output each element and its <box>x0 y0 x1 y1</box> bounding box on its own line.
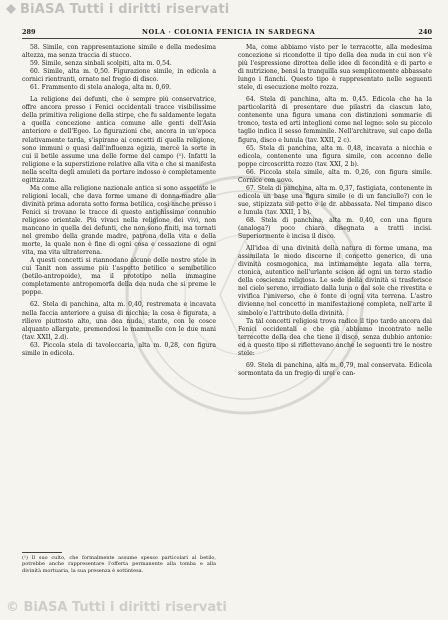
paragraph: 63. Piccola stela di tavoleccaria, alta m. 0,28, con figura simile in edicola. <box>22 341 216 357</box>
paragraph: 66. Piccola stela simile, alta m. 0,26, con figura simile. Cornice con uovo. <box>238 168 432 184</box>
footnote-rule <box>22 552 62 553</box>
page-number-right: 240 <box>418 28 432 36</box>
paragraph: 67. Stela di panchina, alta m. 0,37, fastigiata, contenente in edicola un base una figura simile (e di un fanciullo?) con le sue, stipizzata sul petto e le dr. abbassata. Nel timpano disco e lunula (tav. XXII, 1 b). <box>238 184 432 216</box>
footnote: (¹) Il suo culto, che formalmente assume spesso particolari al betilo, potrebbe anche rappresentare l'offerta permanente alla tomba e alla divinità mortuaria, la sua presenza è sottintesa. <box>22 555 216 574</box>
paragraph: Ta tal concetti religiosi trova radice il tipo tardo ancora dai Fenici occidentali e che già abbiamo incontrato nelle terrecotte della dea che tiene il disco, senza dubbio antonio: ed a questo tipo si riflettevano anche le seguenti tre le nostre stele: <box>238 317 432 357</box>
watermark-top-text: BiASA Tutti i diritti riservati <box>20 2 230 17</box>
paragraph: 58. Simile, con rappresentazione simile e della medesima altezza, ma senza traccia di stucco. <box>22 44 216 60</box>
paragraph: 59. Simile, senza sinbali scolpiti, alta m. 0,54. <box>30 60 172 68</box>
paragraph: 64. Stela di panchina, alta m. 0,45. Edicola che ha la particolarità di presentare due pilastri da ciascun lato, contenente una figura umana con distinzioni sommarie di tronco, testa ed arti integlioni come nel legno: solo su piccolo taglio indica il sesso femminile. Nell'architrave, sul capo della figura, disco e lunula (tav. XXII, 2 c). <box>238 96 432 144</box>
paragraph: Ma, come abbiamo visto per le terracotte, alla medesima concezione si ricondotte il tipo della dea nuda in cui non v'è più l'espressione dirottea delle idee di fecondità e di parto e di nutrizione, bensì la tranquilla sua semplicemente abbassate lungo i fianchi. Questo tipo è rappresentato nelle seguenti stele, di esecuzione molto rozza. <box>238 44 432 92</box>
paragraph: 62. Stela di panchina, alta m. 0,40, restremata e incavata nella faccia anteriore a guisa di nicchia; la cosa è figurata, a rilievo piuttosto alto, una dea nuda, stante, con le cosce alquanto allargate, premendosi le mammelle con le due mani (tav. XXII, 2.d). <box>22 301 216 341</box>
paragraph: La religione dei defunti, che è sempre più conservatrice, offre ancora presso i Fenici occidentali tracce visibilissime della primitiva religione della stirpe, che fu saldamente legata a quella concezione antica comune alle genti dell'Asia anteriore e dell'Egeo. Lo figurazioni che, ancora in un'epoca relativamente tarda, s'ispirano ai concetti di quella religione, sono immuni o quasi dall'influenza egizia, mercè la sorte in cui il betile assume una delle forme del campo (¹). Infatti la religione e la superstizione relative alla vita e che si manifesta nella scelta degli amuleti da portare indosso è completamente egittizzata. <box>22 96 216 184</box>
running-title: NOLA · COLONIA FENICIA IN SARDEGNA <box>142 28 316 36</box>
paragraph: 60. Simile, alta m. 0,50. Figurazione simile, in edicola a cornici rientranti, ornato nel fregio di disco. <box>22 68 216 84</box>
right-column <box>238 44 432 378</box>
paragraph: Ma come alla religione nazionale antica si sono associate le religioni locali, che dava forme umane di donna-madre alla divinità prima adorata sotto forma betilica, così anche presso i Fenici si trovano le tracce di questo antichissimo connubio religioso orientale. Più vivaci nella religione dei vivi, non mancano in quella dei defunti, che non sono finiti, ma tornati nel grembo della grande madre, patrona della vita e della morte, la quale non è fine di ogni cosa e cessazione di ogni vita, ma vita ultraterrena. <box>22 184 216 257</box>
paragraph: 61. Frammento di stela analoga, alta m. 0,69. <box>30 84 172 92</box>
paragraph: A questi concetti si riannodano alcune delle nostre stele in cui Tanit non assume più l'aspetto betilico e semibetilico (betilo-antropoide), ma il prototipo nella immagine completamente antropomorfa della dea nuda che si preme le poppe. <box>22 257 216 297</box>
left-column <box>22 44 216 358</box>
page-number-left: 289 <box>22 28 36 36</box>
header-rule <box>22 38 432 39</box>
watermark-top <box>6 2 229 17</box>
paragraph: 65. Stela di panchina, alta m. 0,48, incavata a nicchia e edicola, contenente una figura simile, con accenno delle poppe circoscritta rozzo (tav. XXI, 2 b). <box>238 144 432 168</box>
paragraph: 69. Stela di panchina, alta m. 0,79, mal conservata. Edicola sormontata da un fregio di urei e can- <box>238 361 432 377</box>
biasa-logo-icon <box>6 4 16 14</box>
paragraph: All'idea di una divinità della natura di forme umana, ma assimilata le modo discerne il concetto generico, di una divinità cosmogonica, ma intimamente legata alla terra, ctonica, autentico nell'urlante scison ad ogni un terzo stadio della coscienza religiosa. Le sede della divinità si trasferisce nel cielo sereno, irradiato dalla luna o dal sole che rivestita e vivifica l'universo, che è fonte di ogni vita terrena. L'astro divienne nel concetto in manifestazione completa, nell'arte il simbolo e l'attributo della divinità. <box>238 245 432 317</box>
paragraph: 68. Stela di panchina, alta m. 0,40, con una figura (analoga?) poco chiara disegnata a tratti incisi. Superiormente è incisa il disco. <box>238 216 432 241</box>
watermark-bottom: © BiASA Tutti i diritti riservati <box>6 600 227 615</box>
